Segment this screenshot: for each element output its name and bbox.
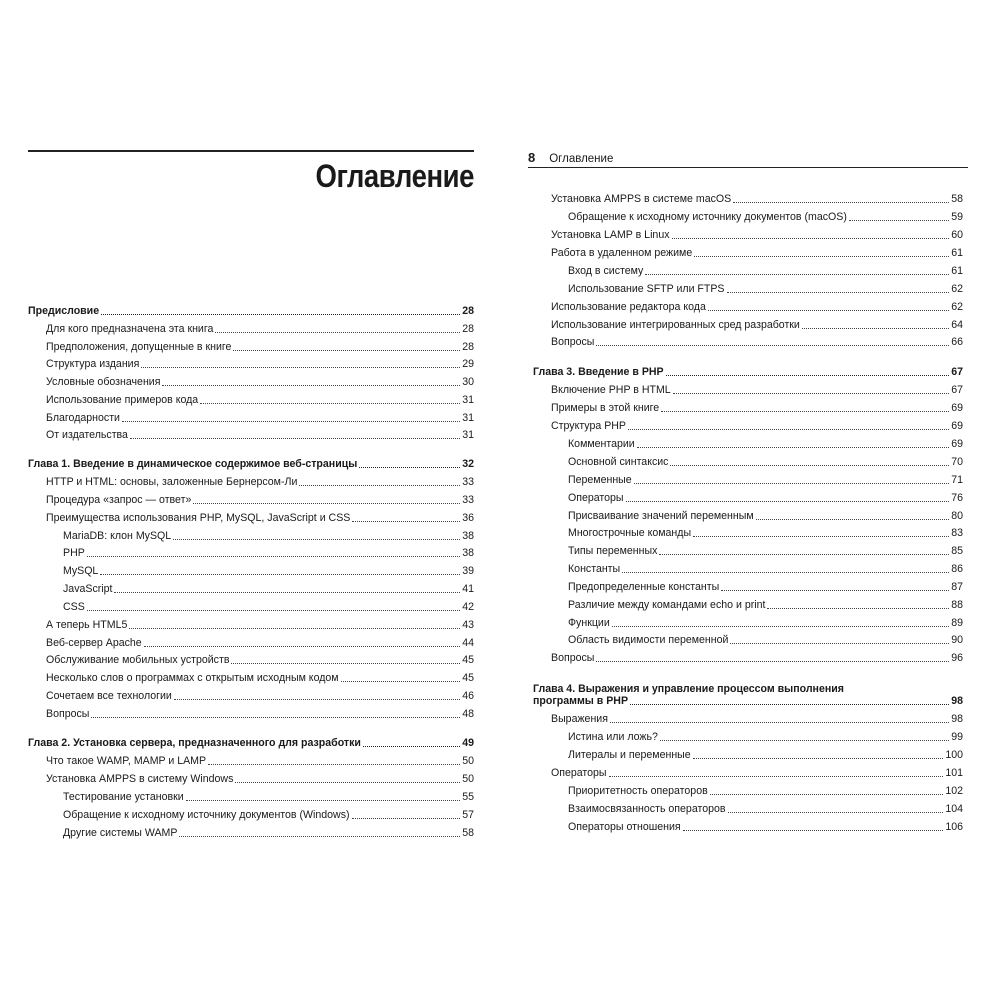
dot-leader <box>670 464 949 466</box>
dot-leader <box>100 573 460 575</box>
dot-leader <box>352 817 461 819</box>
dot-leader <box>299 484 460 486</box>
toc-entry[interactable] <box>28 755 474 767</box>
toc-entry[interactable] <box>533 510 963 522</box>
toc-entry-title: Глава 2. Установка сервера, предназначенного для разработки <box>28 737 361 749</box>
toc-entry[interactable] <box>533 336 963 348</box>
toc-page-number: 88 <box>951 599 963 611</box>
toc-entry-title: Установка AMPPS в системе macOS <box>551 193 732 205</box>
toc-entry[interactable] <box>533 545 963 557</box>
dot-leader <box>193 502 460 504</box>
toc-page-number: 28 <box>462 341 474 353</box>
toc-page-number: 87 <box>951 581 963 593</box>
dot-leader <box>756 518 950 520</box>
toc-entry-title: Многострочные команды <box>568 527 692 539</box>
toc-entry-title: Вопросы <box>551 652 595 664</box>
dot-leader <box>359 466 460 468</box>
toc-entry[interactable] <box>28 494 474 506</box>
toc-entry-title: Благодарности <box>46 412 120 424</box>
toc-entry-title: Выражения <box>551 713 608 725</box>
toc-entry-title: Комментарии <box>568 438 635 450</box>
page-number: 8 <box>528 150 536 165</box>
toc-entry-title: Предположения, допущенные в книге <box>46 341 232 353</box>
toc-page-number: 50 <box>462 755 474 767</box>
dot-leader <box>659 553 949 555</box>
toc-page-number: 31 <box>462 412 474 424</box>
toc-entry-title: Операторы <box>568 492 624 504</box>
toc-page-number: 99 <box>951 731 963 743</box>
toc-entry[interactable] <box>533 456 963 468</box>
toc-entry[interactable] <box>28 530 474 542</box>
dot-leader <box>630 703 949 705</box>
dot-leader <box>233 349 460 351</box>
toc-entry-title: Переменные <box>568 474 632 486</box>
toc-entry[interactable] <box>533 402 963 414</box>
toc-entry[interactable] <box>28 341 474 353</box>
dot-leader <box>727 291 950 293</box>
toc-chapter-entry[interactable] <box>28 737 474 749</box>
toc-entry-title: CSS <box>63 601 85 613</box>
toc-page-number: 44 <box>462 637 474 649</box>
toc-entry[interactable] <box>28 619 474 631</box>
dot-leader <box>208 763 460 765</box>
dot-leader <box>179 835 460 837</box>
toc-page-number: 86 <box>951 563 963 575</box>
toc-entry[interactable] <box>533 319 963 331</box>
toc-entry-title: Процедура «запрос — ответ» <box>46 494 192 506</box>
toc-chapter-entry[interactable] <box>28 458 474 470</box>
toc-entry[interactable] <box>533 803 963 815</box>
toc-page-number: 64 <box>951 319 963 331</box>
toc-page-number: 76 <box>951 492 963 504</box>
toc-entry-title: Вопросы <box>551 336 595 348</box>
toc-page-number: 61 <box>951 247 963 259</box>
dot-leader <box>596 660 949 662</box>
dot-leader <box>144 645 461 647</box>
toc-entry[interactable] <box>28 827 474 839</box>
toc-page-number: 48 <box>462 708 474 720</box>
dot-leader <box>173 538 460 540</box>
toc-page-number: 58 <box>462 827 474 839</box>
toc-page-number: 49 <box>462 737 474 749</box>
dot-leader <box>660 739 949 741</box>
toc-entry[interactable] <box>533 211 963 223</box>
toc-entry[interactable] <box>28 601 474 613</box>
dot-leader <box>87 609 460 611</box>
toc-entry[interactable] <box>28 809 474 821</box>
toc-entry[interactable] <box>533 599 963 611</box>
dot-leader <box>634 482 950 484</box>
toc-entry-title: Что такое WAMP, MAMP и LAMP <box>46 755 207 767</box>
toc-entry[interactable] <box>28 773 474 785</box>
running-title: Оглавление <box>549 153 614 165</box>
dot-leader <box>628 428 949 430</box>
dot-leader <box>708 309 949 311</box>
toc-entry-title: Взаимосвязанность операторов <box>568 803 726 815</box>
toc-page-number: 58 <box>951 193 963 205</box>
toc-page-number: 67 <box>951 384 963 396</box>
toc-entry-title: Использование примеров кода <box>46 394 199 406</box>
toc-entry[interactable] <box>28 476 474 488</box>
toc-page-number: 29 <box>462 358 474 370</box>
toc-chapter-entry[interactable] <box>28 305 474 317</box>
toc-page-number: 106 <box>945 821 963 833</box>
toc-page-number: 38 <box>462 547 474 559</box>
toc-page-number: 102 <box>945 785 963 797</box>
toc-entry-title: MariaDB: клон MySQL <box>63 530 172 542</box>
toc-entry[interactable] <box>533 193 963 205</box>
toc-page-number: 96 <box>951 652 963 664</box>
dot-leader <box>610 721 949 723</box>
toc-entry[interactable] <box>533 713 963 725</box>
toc-entry[interactable] <box>533 492 963 504</box>
dot-leader <box>661 410 949 412</box>
toc-entry[interactable] <box>28 512 474 524</box>
toc-entry-title: Предисловие <box>28 305 100 317</box>
toc-entry[interactable] <box>28 690 474 702</box>
toc-page-number: 50 <box>462 773 474 785</box>
toc-entry[interactable] <box>533 247 963 259</box>
toc-entry-title: Операторы <box>551 767 607 779</box>
dot-leader <box>200 402 460 404</box>
toc-page-number: 30 <box>462 376 474 388</box>
toc-entry-title: Обращение к исходному источнику документов (macOS) <box>568 211 847 223</box>
toc-entry[interactable] <box>28 654 474 666</box>
toc-page-number: 62 <box>951 301 963 313</box>
toc-entry-title: Сочетаем все технологии <box>46 690 172 702</box>
toc-page-number: 39 <box>462 565 474 577</box>
toc-entry-title: Константы <box>568 563 621 575</box>
dot-leader <box>141 366 460 368</box>
toc-page-number: 69 <box>951 402 963 414</box>
toc-entry-title: PHP <box>63 547 85 559</box>
toc-entry[interactable] <box>28 637 474 649</box>
toc-entry-title: Структура издания <box>46 358 140 370</box>
toc-page-number: 69 <box>951 420 963 432</box>
toc-entry-title: Условные обозначения <box>46 376 161 388</box>
toc-entry[interactable] <box>28 583 474 595</box>
toc-page-number: 80 <box>951 510 963 522</box>
toc-entry-title: Примеры в этой книге <box>551 402 660 414</box>
toc-entry[interactable] <box>533 420 963 432</box>
toc-entry[interactable] <box>533 301 963 313</box>
right-page-rule <box>528 167 968 168</box>
toc-entry-title: Обслуживание мобильных устройств <box>46 654 230 666</box>
toc-entry-line2 <box>533 695 963 707</box>
dot-leader <box>162 384 460 386</box>
right-toc-column <box>533 190 963 850</box>
dot-leader <box>802 327 949 329</box>
toc-page-number: 43 <box>462 619 474 631</box>
toc-entry-title: Тестирование установки <box>63 791 184 803</box>
toc-entry[interactable] <box>28 791 474 803</box>
dot-leader <box>721 589 949 591</box>
toc-chapter-entry[interactable] <box>533 683 963 707</box>
toc-entry[interactable] <box>533 563 963 575</box>
toc-entry[interactable] <box>533 634 963 646</box>
toc-entry[interactable] <box>28 672 474 684</box>
toc-page-number: 46 <box>462 690 474 702</box>
toc-page-number: 36 <box>462 512 474 524</box>
dot-leader <box>849 219 949 221</box>
toc-entry-title: Включение PHP в HTML <box>551 384 671 396</box>
toc-page-number: 67 <box>951 366 963 378</box>
toc-entry[interactable] <box>28 565 474 577</box>
toc-entry[interactable] <box>28 547 474 559</box>
toc-page-number: 69 <box>951 438 963 450</box>
toc-entry-title: Глава 4. Выражения и управление процессом выполнения <box>533 683 844 695</box>
toc-entry-title: Присваивание значений переменным <box>568 510 754 522</box>
dot-leader <box>626 500 950 502</box>
dot-leader <box>231 662 460 664</box>
toc-page-number: 101 <box>945 767 963 779</box>
toc-entry[interactable] <box>533 821 963 833</box>
toc-page-number: 33 <box>462 476 474 488</box>
toc-page-number: 89 <box>951 617 963 629</box>
toc-entry[interactable] <box>533 384 963 396</box>
toc-entry[interactable] <box>533 785 963 797</box>
toc-chapter-entry[interactable] <box>533 366 963 378</box>
toc-entry[interactable] <box>28 708 474 720</box>
toc-entry-title: Типы переменных <box>568 545 658 557</box>
toc-entry-title: Предопределенные константы <box>568 581 720 593</box>
toc-entry-title: Вход в систему <box>568 265 644 277</box>
toc-entry-title: Для кого предназначена эта книга <box>46 323 214 335</box>
toc-page-number: 28 <box>462 323 474 335</box>
toc-page-number: 33 <box>462 494 474 506</box>
dot-leader <box>130 437 460 439</box>
toc-entry-title: Различие между командами echo и print <box>568 599 766 611</box>
running-head <box>528 150 613 165</box>
toc-page-number: 61 <box>951 265 963 277</box>
toc-entry-title: Литералы и переменные <box>568 749 691 761</box>
toc-entry-title: Работа в удаленном режиме <box>551 247 693 259</box>
toc-entry-title: JavaScript <box>63 583 113 595</box>
dot-leader <box>693 535 949 537</box>
dot-leader <box>672 237 950 239</box>
toc-entry[interactable] <box>533 229 963 241</box>
toc-entry[interactable] <box>28 358 474 370</box>
toc-entry-title: Установка AMPPS в систему Windows <box>46 773 234 785</box>
toc-page-number: 55 <box>462 791 474 803</box>
toc-page-number: 62 <box>951 283 963 295</box>
page-title: Оглавление <box>315 158 474 194</box>
toc-page-number: 66 <box>951 336 963 348</box>
toc-entry[interactable] <box>533 652 963 664</box>
toc-entry-title: От издательства <box>46 429 128 441</box>
toc-entry-title: Структура PHP <box>551 420 626 432</box>
toc-entry-title: Веб-сервер Apache <box>46 637 142 649</box>
toc-entry-title: Функции <box>568 617 610 629</box>
dot-leader <box>710 793 944 795</box>
dot-leader <box>101 313 460 315</box>
dot-leader <box>352 520 460 522</box>
dot-leader <box>622 571 949 573</box>
dot-leader <box>767 607 949 609</box>
toc-page-number: 57 <box>462 809 474 821</box>
toc-page-number: 60 <box>951 229 963 241</box>
dot-leader <box>114 591 460 593</box>
toc-page-number: 28 <box>462 305 474 317</box>
dot-leader <box>673 392 950 394</box>
toc-entry[interactable] <box>28 394 474 406</box>
toc-entry-title-cont: программы в PHP <box>533 695 629 707</box>
toc-page-number: 59 <box>951 211 963 223</box>
dot-leader <box>637 446 949 448</box>
toc-entry[interactable] <box>28 412 474 424</box>
toc-page-number: 45 <box>462 672 474 684</box>
toc-entry-title: Операторы отношения <box>568 821 681 833</box>
toc-entry[interactable] <box>533 527 963 539</box>
dot-leader <box>363 745 460 747</box>
dot-leader <box>693 757 944 759</box>
toc-entry-title: Вопросы <box>46 708 90 720</box>
toc-entry[interactable] <box>533 283 963 295</box>
toc-page-number: 83 <box>951 527 963 539</box>
toc-page-number: 98 <box>951 695 963 707</box>
dot-leader <box>91 716 460 718</box>
toc-entry-title: Приоритетность операторов <box>568 785 708 797</box>
toc-entry[interactable] <box>28 323 474 335</box>
toc-page-number: 98 <box>951 713 963 725</box>
toc-entry[interactable] <box>533 767 963 779</box>
dot-leader <box>645 273 949 275</box>
dot-leader <box>683 829 944 831</box>
left-toc-column <box>28 300 474 940</box>
toc-page-number: 31 <box>462 394 474 406</box>
toc-entry[interactable] <box>533 265 963 277</box>
toc-entry-title: HTTP и HTML: основы, заложенные Бернерсом-Ли <box>46 476 298 488</box>
dot-leader <box>728 811 944 813</box>
dot-leader <box>609 775 944 777</box>
dot-leader <box>666 374 950 376</box>
toc-entry-title: Использование SFTP или FTPS <box>568 283 725 295</box>
toc-page-number: 31 <box>462 429 474 441</box>
toc-page-number: 38 <box>462 530 474 542</box>
toc-entry-title: Обращение к исходному источнику документов (Windows) <box>63 809 350 821</box>
toc-entry[interactable] <box>28 429 474 441</box>
toc-page-number: 45 <box>462 654 474 666</box>
toc-page-number: 70 <box>951 456 963 468</box>
toc-entry-title: Несколько слов о программах с открытым исходным кодом <box>46 672 339 684</box>
dot-leader <box>122 420 460 422</box>
dot-leader <box>129 627 460 629</box>
toc-page-number: 71 <box>951 474 963 486</box>
toc-entry[interactable] <box>533 749 963 761</box>
dot-leader <box>341 680 461 682</box>
toc-entry-title: Преимущества использования PHP, MySQL, JavaScript и CSS <box>46 512 351 524</box>
left-page-rule <box>28 150 474 152</box>
toc-entry[interactable] <box>533 474 963 486</box>
toc-entry-title: А теперь HTML5 <box>46 619 128 631</box>
toc-page-number: 100 <box>945 749 963 761</box>
toc-entry-title: Установка LAMP в Linux <box>551 229 670 241</box>
dot-leader <box>186 799 461 801</box>
toc-page-number: 32 <box>462 458 474 470</box>
toc-page-number: 41 <box>462 583 474 595</box>
dot-leader <box>215 331 460 333</box>
toc-entry[interactable] <box>533 617 963 629</box>
toc-entry-title: Истина или ложь? <box>568 731 658 743</box>
dot-leader <box>694 255 949 257</box>
toc-entry-title: Использование редактора кода <box>551 301 706 313</box>
toc-page-number: 85 <box>951 545 963 557</box>
dot-leader <box>174 698 460 700</box>
dot-leader <box>87 555 460 557</box>
toc-entry-title: Глава 3. Введение в PHP <box>533 366 664 378</box>
toc-entry-title: Глава 1. Введение в динамическое содержимое веб-страницы <box>28 458 358 470</box>
dot-leader <box>596 344 949 346</box>
toc-entry[interactable] <box>28 376 474 388</box>
toc-entry-title: Другие системы WAMP <box>63 827 178 839</box>
toc-entry-title: Использование интегрированных сред разработки <box>551 319 800 331</box>
toc-entry[interactable] <box>533 581 963 593</box>
toc-entry[interactable] <box>533 438 963 450</box>
toc-page-number: 42 <box>462 601 474 613</box>
toc-entry[interactable] <box>533 731 963 743</box>
toc-page-number: 90 <box>951 634 963 646</box>
toc-entry-title: Область видимости переменной <box>568 634 729 646</box>
toc-page-number: 104 <box>945 803 963 815</box>
dot-leader <box>730 642 949 644</box>
dot-leader <box>235 781 460 783</box>
dot-leader <box>733 201 949 203</box>
dot-leader <box>612 625 949 627</box>
toc-entry-title: Основной синтаксис <box>568 456 669 468</box>
toc-entry-title: MySQL <box>63 565 99 577</box>
